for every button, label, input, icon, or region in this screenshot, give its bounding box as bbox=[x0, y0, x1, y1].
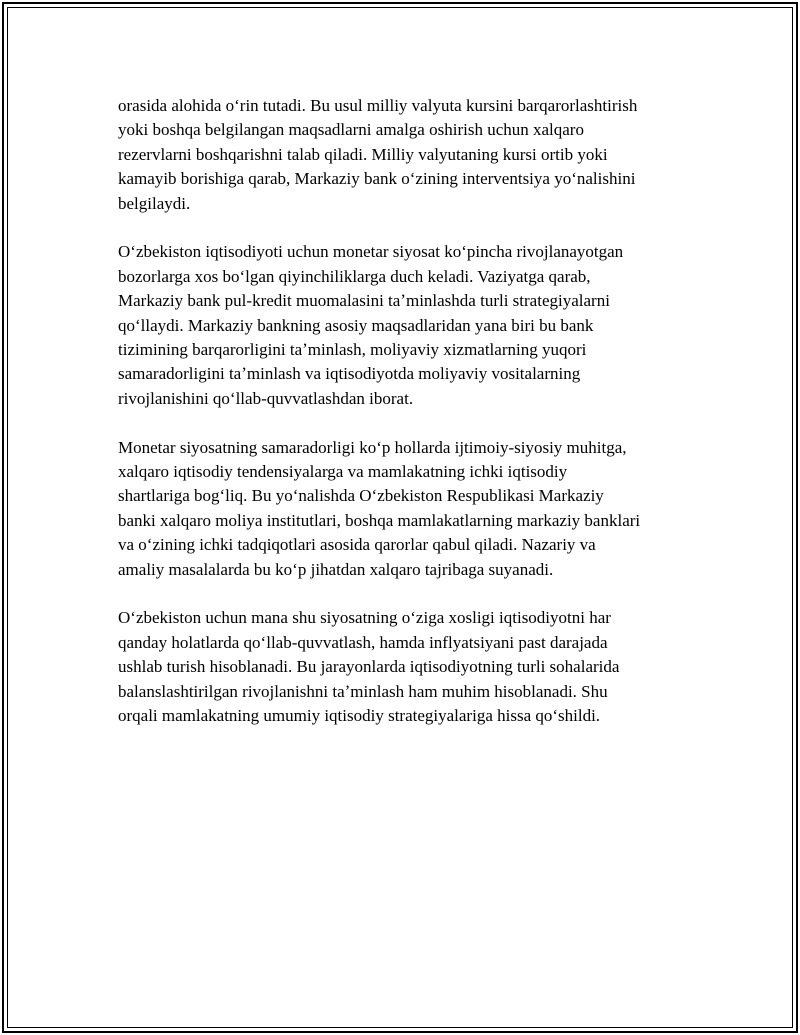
paragraph: orasida alohida oʻrin tutadi. Bu usul milliy valyuta kursini barqarorlashtirish yoki boshqa belgilangan maqsadlarni amalga oshirish uchun xalqaro rezervlarni boshqarishni talab qiladi. Milliy valyutaning kursi ortib yoki kamayib borishiga qarab, Markaziy bank oʻzining interventsiya yoʻnalishini belgilaydi. bbox=[118, 96, 638, 213]
paragraph: Monetar siyosatning samaradorligi koʻp hollarda ijtimoiy-siyosiy muhitga, xalqaro iqtisodiy tendensiyalarga va mamlakatning ichki iqtisodiy shartlariga bogʻliq. Bu yoʻnalishda Oʻzbekiston Respublikasi Markaziy banki xalqaro moliya institutlari, boshqa mamlakatlarning markaziy banklari va oʻzining ichki tadqiqotlari asosida qarorlar qabul qiladi. Nazariy va amaliy masalalarda bu koʻp jihatdan xalqaro tajribaga suyanadi. bbox=[118, 437, 641, 579]
paragraph: Oʻzbekiston uchun mana shu siyosatning oʻziga xosligi iqtisodiyotni har qanday holatlarda qoʻllab-quvvatlash, hamda inflyatsiyani past darajada ushlab turish hisoblanadi. Bu jarayonlarda iqtisodiyotning turli sohalarida balanslashtirilgan rivojlanishni taʼminlash ham muhim hisoblanadi. Shu orqali mamlakatning umumiy iqtisodiy strategiyalariga hissa qoʻshildi. bbox=[118, 608, 620, 726]
paragraph: Oʻzbekiston iqtisodiyoti uchun monetar siyosat koʻpincha rivojlanayotgan bozorlarga xos boʻlgan qiyinchiliklarga duch keladi. Vaziyatga qarab, Markaziy bank pul-kredit muomalasini taʼminlashda turli strategiyalarni qoʻllaydi. Markaziy bankning asosiy maqsadlaridan yana biri bu bank tizimining barqarorligini taʼminlash, moliyaviy xizmatlarning yuqori samaradorligini taʼminlash va iqtisodiyotda moliyaviy vositalarning rivojlanishini qoʻllab-quvvatlashdan iborat. bbox=[118, 242, 624, 408]
document-body bbox=[118, 94, 708, 753]
